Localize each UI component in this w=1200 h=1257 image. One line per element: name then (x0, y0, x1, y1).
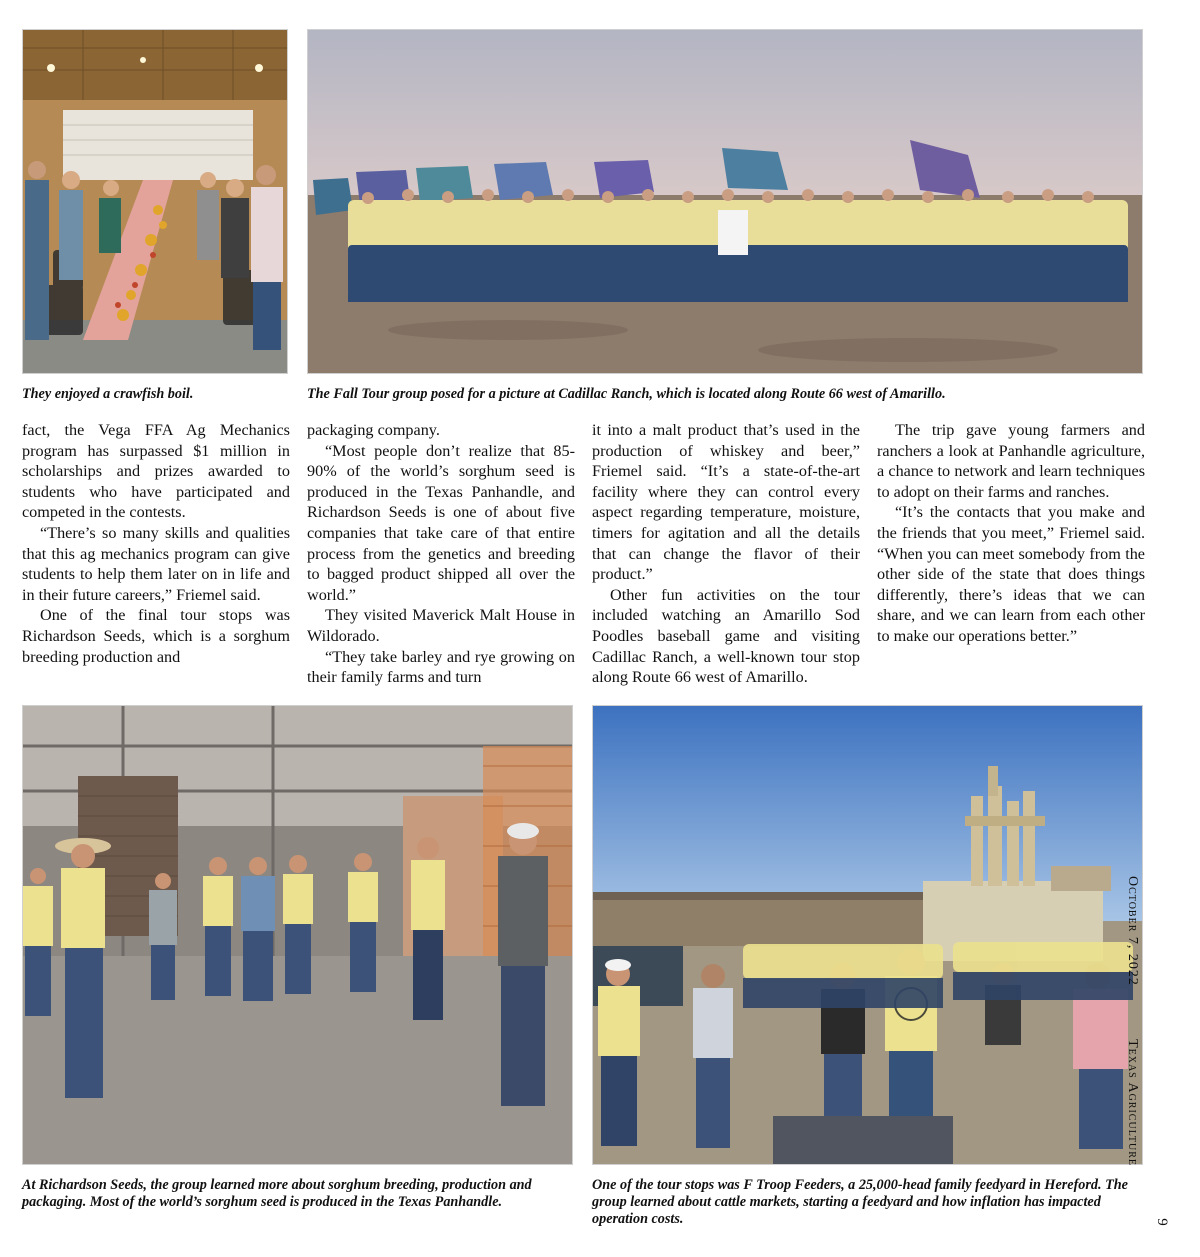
article-paragraph: One of the final tour stops was Richardson Seeds, which is a sorghum breeding production and (22, 606, 290, 666)
article-column-4 (877, 420, 1145, 647)
article-paragraph: They visited Maverick Malt House in Wildorado. (307, 606, 575, 645)
crawfish-caption: They enjoyed a crawfish boil. (22, 386, 194, 402)
running-footer (1120, 876, 1140, 1166)
article-paragraph: “It’s the contacts that you make and the friends that you meet,” Friemel said. “When you can meet somebody from the other side of the state that does things differently, there’s ideas that we can share, and we can learn from each other to make our operations better.” (877, 503, 1145, 645)
article-column-3 (592, 420, 860, 688)
richardson-caption: At Richardson Seeds, the group learned more about sorghum breeding, production and packaging. Most of the world’s sorghum seed is produced in the Texas Panhandle. (22, 1177, 532, 1210)
article-paragraph: packaging company. (307, 421, 440, 439)
publication-name: Texas Agriculture (1125, 1039, 1140, 1166)
article-paragraph: “There’s so many skills and qualities that this ag mechanics program can give students to help them later on in life and in their future careers,” Friemel said. (22, 523, 290, 604)
article-paragraph: Other fun activities on the tour included watching an Amarillo Sod Poodles baseball game and visiting Cadillac Ranch, a well-known tour stop along Route 66 west of Amarillo. (592, 585, 860, 687)
richardson-seeds-photo (22, 705, 573, 1165)
article-paragraph: The trip gave young farmers and ranchers a look at Panhandle agriculture, a chance to network and learn techniques to adopt on their farms and ranches. (877, 421, 1145, 501)
cadillac-caption: The Fall Tour group posed for a picture at Cadillac Ranch, which is located along Route 66 west of Amarillo. (307, 386, 946, 402)
article-paragraph: “They take barley and rye growing on their family farms and turn (307, 647, 575, 687)
cadillac-ranch-photo (307, 29, 1143, 374)
f-troop-caption: One of the tour stops was F Troop Feeders, a 25,000-head family feedyard in Hereford. The group learned about cattle markets, starting a feedyard and how inflation has impacted operation costs. (592, 1177, 1128, 1227)
issue-date: October 7, 2022 (1125, 876, 1140, 986)
article-paragraph: “Most people don’t realize that 85-90% of the world’s sorghum seed is produced in the Texas Panhandle, and Richardson Seeds is one of about five companies that take care of that entire process from the genetics and breeding to bagged product shipped all over the world.” (307, 441, 575, 604)
page-number: 9 (1154, 1218, 1170, 1226)
article-column-1 (22, 420, 290, 667)
article-column-2 (307, 420, 575, 688)
article-paragraph: it into a malt product that’s used in the production of whiskey and beer,” Friemel said. “It’s a state-of-the-art facility where they can control every aspect regarding temperature, moisture, timers for agitation and all the details that can change the flavor of their product.” (592, 421, 860, 584)
article-paragraph: fact, the Vega FFA Ag Mechanics program has surpassed $1 million in scholarships and prizes awarded to students who have participated and competed in the contests. (22, 421, 290, 522)
f-troop-feeders-photo (592, 705, 1143, 1165)
crawfish-boil-photo (22, 29, 288, 374)
